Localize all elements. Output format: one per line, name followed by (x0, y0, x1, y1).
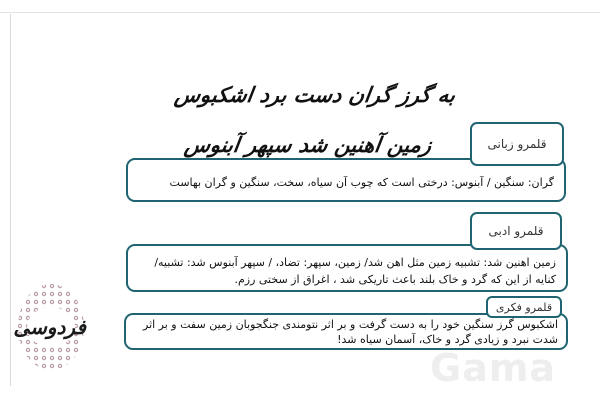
slide-top-border (0, 0, 600, 13)
section-intellectual-label: قلمرو فکری (486, 296, 562, 318)
section-linguistic-label: قلمرو زبانی (470, 122, 564, 166)
section-linguistic-content: گران: سنگین / آبنوس: درختی است که چوب آن سیاه، سخت، سنگین و گران بهاست (126, 158, 566, 202)
section-intellectual-content: اشکبوس گرز سنگین خود را به دست گرفت و بر اثر نتومندی جنگجوبان زمین سفت و بر اثر شدت نبرد و زیادی گرد و خاک، آسمان سیاه شد! (124, 313, 568, 350)
slide-title: به گرز گران دست برد اشکبوس زمین آهنین شد سپهر آبنوس (173, 82, 458, 157)
section-literary-content: زمین اهنین شد: تشبیه زمین مثل اهن شد/ زمین، سپهر: تضاد، / سپهر آبنوس شد: تشبیه/کنایه از این که گرد و خاک بلند باعث تاریکی شد ، اغراق از سختی رزم. (126, 244, 568, 292)
slide-left-border (10, 14, 11, 386)
section-literary-label: قلمرو ادبی (470, 212, 562, 250)
logo-text: فردوسی (13, 315, 86, 339)
watermark: Gama (430, 346, 557, 390)
